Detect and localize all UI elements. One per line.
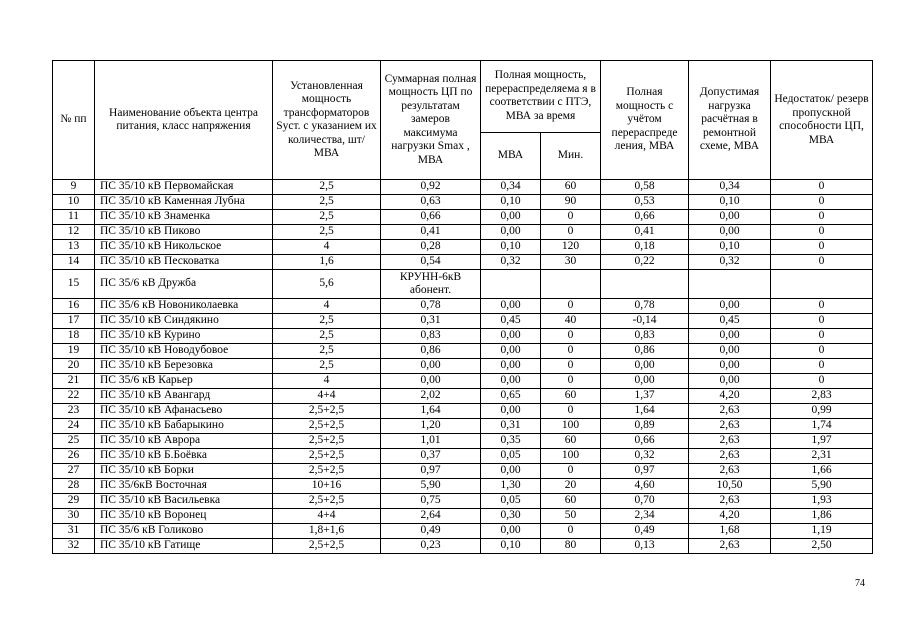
cell-name: ПС 35/10 кВ Гатище — [95, 539, 273, 554]
cell-total: 0,54 — [381, 255, 481, 270]
cell-mva: 0,00 — [481, 225, 541, 240]
cell-n: 12 — [53, 225, 95, 240]
header-full-with: Полная мощность с учётом перераспреде ления, МВА — [601, 61, 689, 180]
cell-allow: 0,34 — [689, 180, 771, 195]
cell-total: 0,49 — [381, 524, 481, 539]
cell-def: 0 — [771, 329, 873, 344]
cell-name: ПС 35/10 кВ Борки — [95, 464, 273, 479]
cell-def: 5,90 — [771, 479, 873, 494]
cell-total: 0,66 — [381, 210, 481, 225]
cell-min: 60 — [541, 434, 601, 449]
cell-allow: 0,10 — [689, 240, 771, 255]
cell-full: 0,53 — [601, 195, 689, 210]
page-number: 74 — [855, 578, 865, 589]
cell-allow: 10,50 — [689, 479, 771, 494]
cell-def: 0 — [771, 255, 873, 270]
cell-full: 0,00 — [601, 359, 689, 374]
table-row — [53, 419, 873, 434]
cell-inst: 4+4 — [273, 509, 381, 524]
cell-n: 29 — [53, 494, 95, 509]
cell-total: 2,64 — [381, 509, 481, 524]
cell-mva: 0,30 — [481, 509, 541, 524]
cell-full — [601, 270, 689, 299]
cell-total: 1,01 — [381, 434, 481, 449]
cell-full: 0,66 — [601, 434, 689, 449]
cell-allow: 0,10 — [689, 195, 771, 210]
cell-n: 21 — [53, 374, 95, 389]
cell-inst: 2,5+2,5 — [273, 404, 381, 419]
cell-allow: 0,00 — [689, 329, 771, 344]
cell-total: 0,37 — [381, 449, 481, 464]
table-row — [53, 539, 873, 554]
cell-allow: 4,20 — [689, 389, 771, 404]
cell-min: 60 — [541, 180, 601, 195]
cell-full: 0,97 — [601, 464, 689, 479]
cell-min: 50 — [541, 509, 601, 524]
cell-inst: 2,5+2,5 — [273, 434, 381, 449]
cell-n: 13 — [53, 240, 95, 255]
cell-def: 2,31 — [771, 449, 873, 464]
cell-n: 25 — [53, 434, 95, 449]
cell-allow: 4,20 — [689, 509, 771, 524]
cell-total: 0,00 — [381, 374, 481, 389]
cell-mva: 0,45 — [481, 314, 541, 329]
cell-mva: 0,00 — [481, 329, 541, 344]
cell-min: 0 — [541, 329, 601, 344]
table-row — [53, 255, 873, 270]
cell-total: 0,63 — [381, 195, 481, 210]
cell-full: 0,70 — [601, 494, 689, 509]
cell-allow: 2,63 — [689, 494, 771, 509]
table-row — [53, 180, 873, 195]
cell-mva: 0,10 — [481, 539, 541, 554]
cell-allow: 2,63 — [689, 464, 771, 479]
cell-min: 0 — [541, 404, 601, 419]
cell-def: 0 — [771, 180, 873, 195]
cell-def — [771, 270, 873, 299]
cell-name: ПС 35/10 кВ Курино — [95, 329, 273, 344]
cell-inst: 2,5 — [273, 344, 381, 359]
cell-name: ПС 35/6 кВ Карьер — [95, 374, 273, 389]
cell-name: ПС 35/10 кВ Знаменка — [95, 210, 273, 225]
cell-inst: 4+4 — [273, 389, 381, 404]
cell-n: 16 — [53, 299, 95, 314]
cell-full: 2,34 — [601, 509, 689, 524]
cell-total: 0,97 — [381, 464, 481, 479]
cell-min: 100 — [541, 419, 601, 434]
cell-inst: 2,5 — [273, 195, 381, 210]
cell-total: 1,64 — [381, 404, 481, 419]
table-row — [53, 404, 873, 419]
cell-def: 0 — [771, 210, 873, 225]
cell-name: ПС 35/10 кВ Авангард — [95, 389, 273, 404]
cell-inst: 2,5+2,5 — [273, 494, 381, 509]
cell-allow — [689, 270, 771, 299]
cell-full: 0,22 — [601, 255, 689, 270]
cell-allow: 2,63 — [689, 539, 771, 554]
cell-def: 1,97 — [771, 434, 873, 449]
cell-allow: 0,00 — [689, 210, 771, 225]
cell-inst: 10+16 — [273, 479, 381, 494]
cell-name: ПС 35/6 кВ Дружба — [95, 270, 273, 299]
cell-total: 0,28 — [381, 240, 481, 255]
cell-inst: 4 — [273, 374, 381, 389]
cell-mva: 0,00 — [481, 524, 541, 539]
cell-def: 0 — [771, 359, 873, 374]
cell-n: 15 — [53, 270, 95, 299]
cell-name: ПС 35/10 кВ Синдякино — [95, 314, 273, 329]
cell-total: 0,75 — [381, 494, 481, 509]
cell-allow: 0,00 — [689, 344, 771, 359]
cell-total: 0,41 — [381, 225, 481, 240]
cell-min: 30 — [541, 255, 601, 270]
cell-name: ПС 35/10 кВ Первомайская — [95, 180, 273, 195]
cell-min: 20 — [541, 479, 601, 494]
table-row — [53, 449, 873, 464]
table-row — [53, 389, 873, 404]
cell-min: 0 — [541, 225, 601, 240]
table-row — [53, 299, 873, 314]
cell-min: 0 — [541, 374, 601, 389]
cell-inst: 1,8+1,6 — [273, 524, 381, 539]
cell-mva: 0,00 — [481, 464, 541, 479]
cell-name: ПС 35/10 кВ Васильевка — [95, 494, 273, 509]
cell-n: 30 — [53, 509, 95, 524]
cell-min: 90 — [541, 195, 601, 210]
cell-full: 0,41 — [601, 225, 689, 240]
cell-name: ПС 35/10 кВ Афанасьево — [95, 404, 273, 419]
cell-name: ПС 35/10 кВ Песковатка — [95, 255, 273, 270]
cell-mva — [481, 270, 541, 299]
cell-mva: 1,30 — [481, 479, 541, 494]
cell-allow: 0,45 — [689, 314, 771, 329]
cell-mva: 0,10 — [481, 240, 541, 255]
cell-mva: 0,32 — [481, 255, 541, 270]
cell-n: 23 — [53, 404, 95, 419]
cell-inst: 2,5 — [273, 359, 381, 374]
cell-n: 18 — [53, 329, 95, 344]
cell-full: 0,83 — [601, 329, 689, 344]
cell-def: 0 — [771, 314, 873, 329]
cell-full: 0,78 — [601, 299, 689, 314]
cell-name: ПС 35/10 кВ Бабарыкино — [95, 419, 273, 434]
table-row — [53, 240, 873, 255]
cell-def: 1,93 — [771, 494, 873, 509]
cell-n: 19 — [53, 344, 95, 359]
cell-def: 1,19 — [771, 524, 873, 539]
cell-def: 0,99 — [771, 404, 873, 419]
header-installed: Установленная мощность трансформаторов Sуст. с указанием их количества, шт/ МВА — [273, 61, 381, 180]
table-row — [53, 494, 873, 509]
cell-min: 0 — [541, 464, 601, 479]
cell-inst: 2,5+2,5 — [273, 419, 381, 434]
cell-n: 27 — [53, 464, 95, 479]
cell-name: ПС 35/6кВ Восточная — [95, 479, 273, 494]
table-row — [53, 329, 873, 344]
cell-min: 60 — [541, 389, 601, 404]
cell-def: 0 — [771, 195, 873, 210]
cell-mva: 0,00 — [481, 359, 541, 374]
cell-n: 26 — [53, 449, 95, 464]
header-allowed: Допустимая нагрузка расчётная в ремонтной схеме, МВА — [689, 61, 771, 180]
header-num: № пп — [53, 61, 95, 180]
table-body — [53, 180, 873, 554]
cell-total: 0,00 — [381, 359, 481, 374]
cell-inst: 1,6 — [273, 255, 381, 270]
cell-inst: 4 — [273, 240, 381, 255]
cell-n: 9 — [53, 180, 95, 195]
cell-total: 0,86 — [381, 344, 481, 359]
cell-inst: 5,6 — [273, 270, 381, 299]
cell-name: ПС 35/10 кВ Б.Боёвка — [95, 449, 273, 464]
header-total: Суммарная полная мощность ЦП по результатам замеров максимума нагрузки Smax , МВА — [381, 61, 481, 180]
header-redistributed-mva: МВА — [481, 132, 541, 179]
table-row — [53, 374, 873, 389]
cell-min: 0 — [541, 210, 601, 225]
table-row — [53, 509, 873, 524]
cell-min: 0 — [541, 344, 601, 359]
cell-full: 0,32 — [601, 449, 689, 464]
cell-name: ПС 35/6 кВ Новониколаевка — [95, 299, 273, 314]
cell-allow: 2,63 — [689, 434, 771, 449]
cell-name: ПС 35/10 кВ Каменная Лубна — [95, 195, 273, 210]
cell-full: 1,37 — [601, 389, 689, 404]
table-row — [53, 464, 873, 479]
cell-n: 11 — [53, 210, 95, 225]
cell-mva: 0,35 — [481, 434, 541, 449]
cell-def: 1,66 — [771, 464, 873, 479]
cell-def: 0 — [771, 299, 873, 314]
cell-full: 0,13 — [601, 539, 689, 554]
cell-mva: 0,05 — [481, 494, 541, 509]
cell-mva: 0,05 — [481, 449, 541, 464]
cell-total: 2,02 — [381, 389, 481, 404]
table-row — [53, 270, 873, 299]
table-row — [53, 210, 873, 225]
cell-n: 24 — [53, 419, 95, 434]
cell-n: 31 — [53, 524, 95, 539]
cell-allow: 0,00 — [689, 299, 771, 314]
cell-total: 1,20 — [381, 419, 481, 434]
cell-full: -0,14 — [601, 314, 689, 329]
cell-n: 17 — [53, 314, 95, 329]
cell-min: 60 — [541, 494, 601, 509]
cell-name: ПС 35/10 кВ Аврора — [95, 434, 273, 449]
cell-n: 28 — [53, 479, 95, 494]
header-redistributed-min: Мин. — [541, 132, 601, 179]
cell-name: ПС 35/10 кВ Новодубовое — [95, 344, 273, 359]
table-row — [53, 359, 873, 374]
cell-min: 0 — [541, 359, 601, 374]
cell-inst: 2,5 — [273, 180, 381, 195]
cell-min: 40 — [541, 314, 601, 329]
cell-def: 1,74 — [771, 419, 873, 434]
cell-total: 5,90 — [381, 479, 481, 494]
cell-allow: 0,32 — [689, 255, 771, 270]
cell-total: КРУНН-6кВ абонент. — [381, 270, 481, 299]
table-row — [53, 434, 873, 449]
cell-allow: 2,63 — [689, 404, 771, 419]
cell-inst: 2,5+2,5 — [273, 449, 381, 464]
cell-name: ПС 35/10 кВ Пиково — [95, 225, 273, 240]
cell-name: ПС 35/6 кВ Голиково — [95, 524, 273, 539]
table-row — [53, 314, 873, 329]
cell-name: ПС 35/10 кВ Воронец — [95, 509, 273, 524]
table-row — [53, 225, 873, 240]
cell-allow: 2,63 — [689, 419, 771, 434]
cell-name: ПС 35/10 кВ Березовка — [95, 359, 273, 374]
cell-full: 0,49 — [601, 524, 689, 539]
table-row — [53, 195, 873, 210]
cell-inst: 2,5 — [273, 329, 381, 344]
cell-mva: 0,00 — [481, 344, 541, 359]
cell-min: 0 — [541, 524, 601, 539]
cell-min: 100 — [541, 449, 601, 464]
document-page — [52, 60, 872, 554]
cell-inst: 2,5 — [273, 225, 381, 240]
cell-full: 4,60 — [601, 479, 689, 494]
cell-name: ПС 35/10 кВ Никольское — [95, 240, 273, 255]
cell-allow: 2,63 — [689, 449, 771, 464]
table-row — [53, 344, 873, 359]
cell-def: 2,50 — [771, 539, 873, 554]
cell-inst: 2,5+2,5 — [273, 464, 381, 479]
cell-def: 1,86 — [771, 509, 873, 524]
header-redistributed: Полная мощность, перераспределяема я в соответствии с ПТЭ, МВА за время — [481, 61, 601, 133]
cell-mva: 0,10 — [481, 195, 541, 210]
cell-full: 0,66 — [601, 210, 689, 225]
table-row — [53, 524, 873, 539]
cell-min: 0 — [541, 299, 601, 314]
cell-full: 0,89 — [601, 419, 689, 434]
cell-n: 20 — [53, 359, 95, 374]
cell-n: 10 — [53, 195, 95, 210]
cell-mva: 0,34 — [481, 180, 541, 195]
cell-mva: 0,00 — [481, 374, 541, 389]
header-name: Наименование объекта центра питания, класс напряжения — [95, 61, 273, 180]
cell-total: 0,31 — [381, 314, 481, 329]
cell-total: 0,83 — [381, 329, 481, 344]
table-row — [53, 479, 873, 494]
cell-full: 0,18 — [601, 240, 689, 255]
header-deficit: Недостаток/ резерв пропускной способности ЦП, МВА — [771, 61, 873, 180]
cell-full: 0,86 — [601, 344, 689, 359]
cell-allow: 0,00 — [689, 225, 771, 240]
header-row — [53, 61, 873, 133]
cell-def: 0 — [771, 374, 873, 389]
cell-allow: 0,00 — [689, 374, 771, 389]
cell-min — [541, 270, 601, 299]
cell-mva: 0,31 — [481, 419, 541, 434]
cell-inst: 2,5 — [273, 314, 381, 329]
cell-inst: 2,5+2,5 — [273, 539, 381, 554]
cell-full: 1,64 — [601, 404, 689, 419]
cell-total: 0,78 — [381, 299, 481, 314]
cell-min: 80 — [541, 539, 601, 554]
cell-def: 0 — [771, 225, 873, 240]
cell-allow: 0,00 — [689, 359, 771, 374]
cell-inst: 2,5 — [273, 210, 381, 225]
cell-inst: 4 — [273, 299, 381, 314]
cell-mva: 0,00 — [481, 210, 541, 225]
cell-def: 0 — [771, 344, 873, 359]
cell-n: 14 — [53, 255, 95, 270]
cell-total: 0,23 — [381, 539, 481, 554]
cell-n: 32 — [53, 539, 95, 554]
cell-def: 0 — [771, 240, 873, 255]
substation-table — [52, 60, 873, 554]
cell-total: 0,92 — [381, 180, 481, 195]
cell-mva: 0,00 — [481, 404, 541, 419]
cell-n: 22 — [53, 389, 95, 404]
cell-mva: 0,65 — [481, 389, 541, 404]
cell-allow: 1,68 — [689, 524, 771, 539]
cell-mva: 0,00 — [481, 299, 541, 314]
cell-full: 0,58 — [601, 180, 689, 195]
cell-def: 2,83 — [771, 389, 873, 404]
cell-min: 120 — [541, 240, 601, 255]
cell-full: 0,00 — [601, 374, 689, 389]
